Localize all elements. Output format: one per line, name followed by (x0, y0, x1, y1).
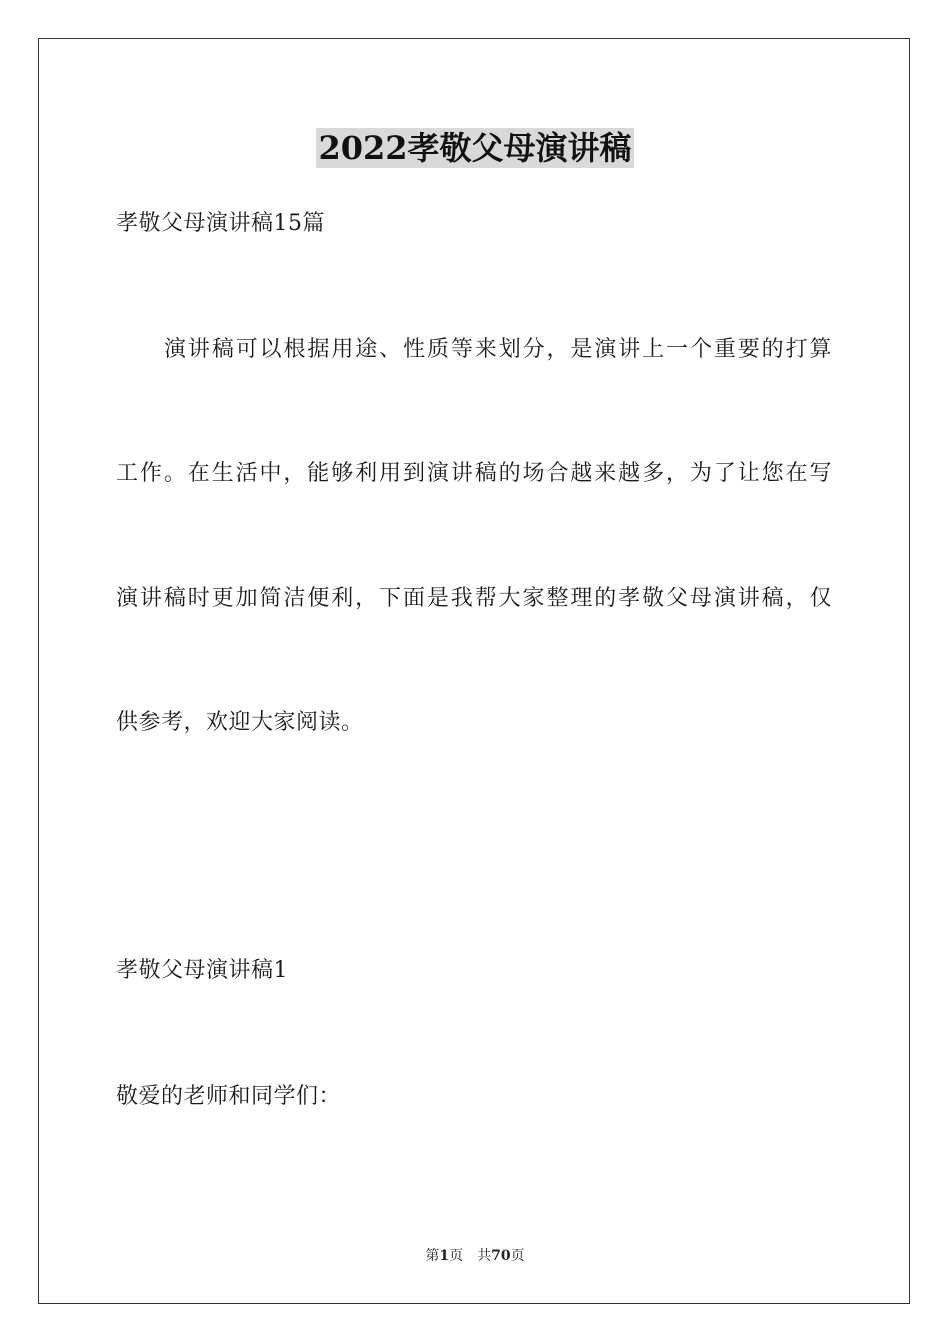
document-subtitle: 孝敬父母演讲稿15篇 (116, 211, 325, 236)
intro-line-2: 工作。在生活中，能够利用到演讲稿的场合越来越多，为了让您在写 (116, 461, 832, 486)
footer-total-suffix: 页 (510, 1248, 525, 1264)
document-title-text: 2022孝敬父母演讲稿 (318, 129, 632, 167)
intro-line-3: 演讲稿时更加简洁便利，下面是我帮大家整理的孝敬父母演讲稿，仅 (116, 586, 832, 611)
page-footer (0, 1247, 950, 1265)
footer-page-number: 1 (439, 1248, 450, 1264)
footer-page-prefix: 第 (425, 1248, 440, 1264)
footer-page-suffix: 页 (449, 1248, 464, 1264)
intro-line-4: 供参考，欢迎大家阅读。 (116, 710, 364, 735)
section-heading: 孝敬父母演讲稿1 (116, 958, 288, 983)
intro-line-1: 演讲稿可以根据用途、性质等来划分，是演讲上一个重要的打算 (164, 337, 832, 362)
salutation: 敬爱的老师和同学们： (116, 1084, 342, 1109)
footer-total-prefix: 共 (477, 1248, 492, 1264)
document-title (0, 128, 950, 168)
footer-total-pages: 70 (491, 1248, 511, 1264)
